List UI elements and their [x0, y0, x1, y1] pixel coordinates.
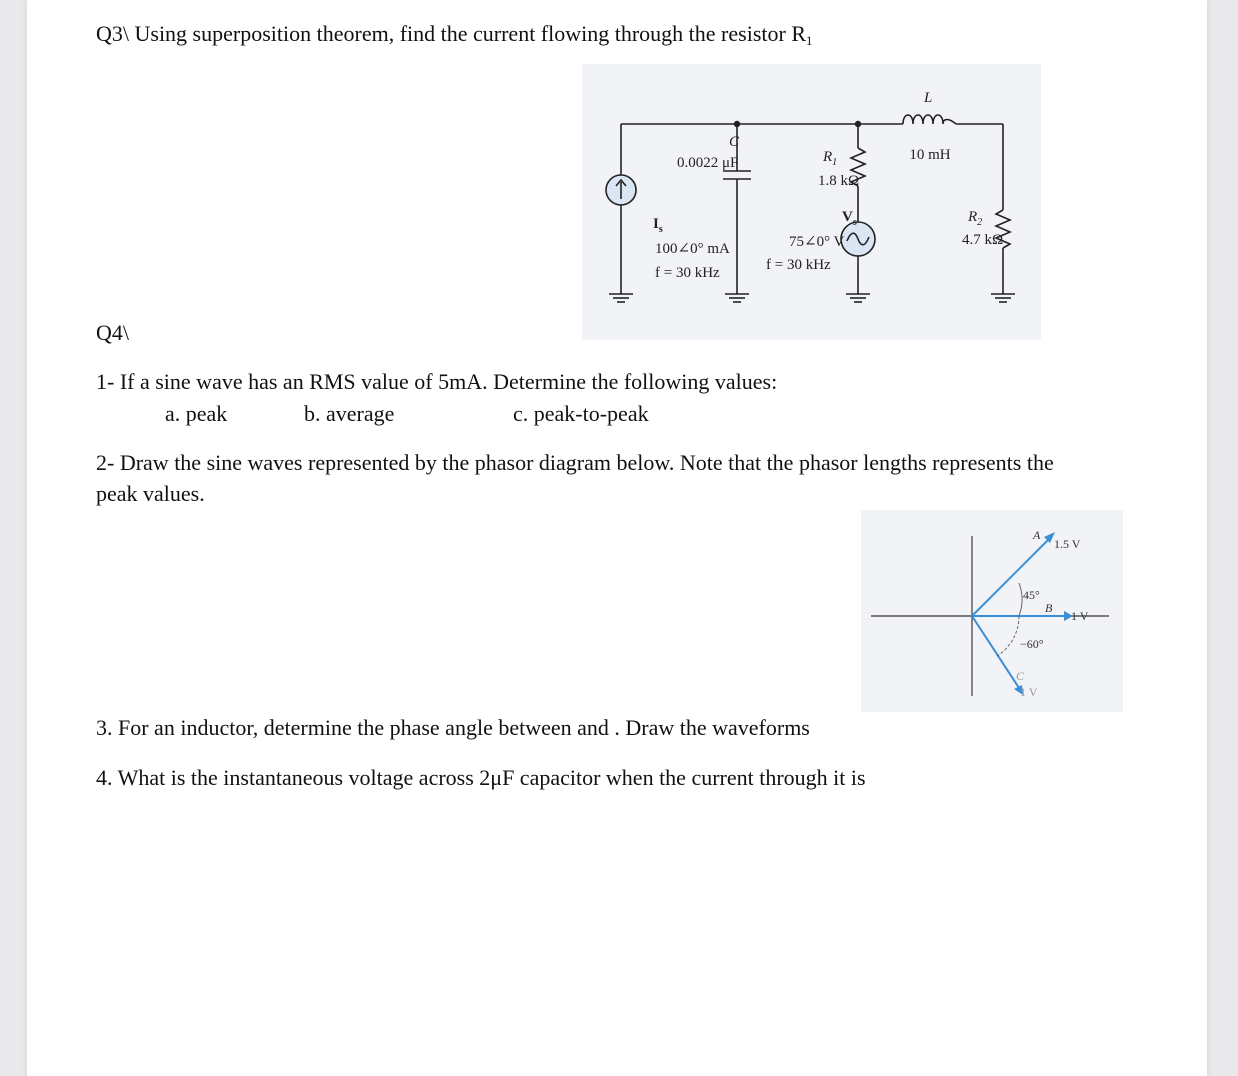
phasor-c — [972, 616, 1021, 691]
r2-value: 4.7 kΩ — [962, 232, 1004, 248]
q4-item-2-line-2: peak values. — [96, 481, 205, 506]
q4-item-1-a: a. peak — [165, 401, 228, 426]
q3-title: Q3\ Using superposition theorem, find the current flowing through the resistor $R_1$ — [96, 21, 813, 48]
phasor-diagram — [861, 510, 1123, 712]
q4-item-2-line-1: 2- Draw the sine waves represented by the phasor diagram below. Note that the phasor lengths represents the — [96, 450, 1054, 475]
q4-heading: Q4\ — [96, 320, 129, 345]
circuit-diagram — [582, 64, 1041, 340]
voltage-source-icon — [841, 222, 875, 256]
phasor-c-label: C — [1016, 669, 1025, 683]
is-frequency: f = 30 kHz — [655, 265, 720, 281]
q4-item-4: 4. What is the instantaneous voltage across 2μF capacitor when the current through it is — [96, 765, 866, 790]
vs-label: $V_s$ — [842, 209, 857, 228]
phasor-a-label: A — [1033, 528, 1041, 542]
phasor-a-value: 1.5 V — [1054, 537, 1081, 551]
inductor-value: 10 mH — [909, 147, 951, 163]
phasor-c-value: 1 V — [1020, 685, 1038, 699]
junction-dot — [855, 121, 861, 127]
phasor-b-label: B — [1045, 601, 1053, 615]
current-source-icon — [606, 175, 636, 205]
phasor-angle-c: −60° — [1020, 637, 1044, 651]
phasor-angle-a: 45° — [1023, 588, 1040, 602]
r2-label: $R_2$ — [968, 209, 983, 228]
vs-frequency: f = 30 kHz — [766, 257, 831, 273]
phasor-svg — [861, 510, 1123, 712]
phasor-a — [972, 536, 1052, 616]
q4-item-1-b: b. average — [304, 401, 395, 426]
q4-item-1: 1- If a sine wave has an RMS value of 5mA. Determine the following values: — [96, 369, 778, 394]
capacitor-value: 0.0022 μF — [677, 155, 739, 171]
capacitor-label: C — [729, 134, 740, 150]
document-page — [27, 0, 1207, 1076]
vs-value: 75∠0° V — [789, 234, 845, 250]
is-label: $I_s$ — [653, 216, 663, 235]
r1-label: $R_1$ — [823, 149, 838, 168]
phasor-b-value: 1 V — [1071, 609, 1089, 623]
is-value: 100∠0° mA — [655, 241, 730, 257]
r1-value: 1.8 kΩ — [818, 173, 860, 189]
junction-dot — [734, 121, 740, 127]
q4-item-3: 3. For an inductor, determine the phase angle between and . Draw the waveforms — [96, 715, 810, 740]
inductor-label: L — [924, 90, 933, 106]
circuit-svg — [582, 64, 1041, 340]
q4-item-1-c: c. peak-to-peak — [513, 401, 649, 426]
